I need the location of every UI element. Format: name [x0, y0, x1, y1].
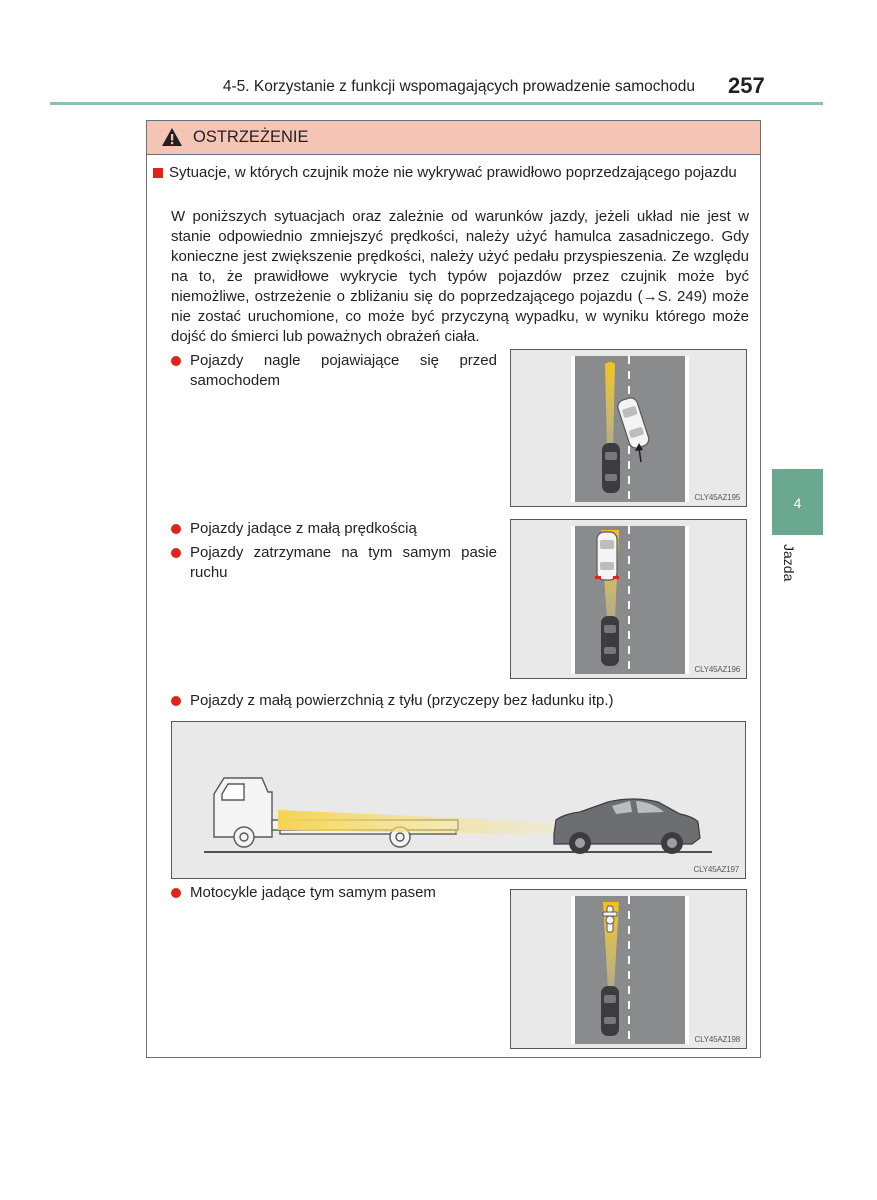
bullet-item — [171, 543, 497, 583]
bullet-text: Pojazdy z małą powierzchnią z tyłu (przyczepy bez ładunku itp.) — [190, 692, 614, 709]
chapter-name: Jazda — [781, 544, 797, 582]
bullet-text: Pojazdy zatrzymane na tym samym pasie ruchu — [190, 544, 497, 581]
warning-box — [146, 120, 761, 1058]
own-car-icon — [602, 443, 620, 493]
section-marker-icon — [153, 168, 163, 178]
bullet-dot-icon — [171, 696, 181, 706]
bullet-text: Pojazdy nagle pojawiające się przed samochodem — [190, 352, 497, 389]
figure-code: CLY45AZ197 — [693, 865, 739, 874]
bullet-text: Pojazdy jadące z małą prędkością — [190, 520, 417, 537]
figure-code: CLY45AZ196 — [694, 665, 740, 674]
figure-slow-vehicle — [510, 519, 747, 679]
figure-truck-trailer — [171, 721, 746, 879]
figure-code: CLY45AZ198 — [694, 1035, 740, 1044]
warning-paragraph: W poniższych sytuacjach oraz zależnie od warunków jazdy, jeżeli układ nie jest w stanie odpowiednio zmniejszyć prędkości, należy użyć hamulca zasadniczego. Gdy konieczne jest zwiększenie prędkości, należy użyć pedału przyspieszenia. Ze względu na to, że prawidłowe wykrycie tych typów pojazdów przez czujnik może być niemożliwe, ostrzeżenie o zbliżaniu się do poprzedzającego pojazdu (→S. 249) może nie zostać uruchomione, co może być przyczyną wypadku, w wyniku którego może dojść do śmierci lub poważnych obrażeń ciała. — [171, 208, 749, 345]
own-car-side-icon — [554, 799, 700, 854]
own-car-icon — [601, 616, 619, 666]
bullet-item — [171, 519, 497, 539]
page-number: 257 — [728, 73, 765, 98]
warning-triangle-icon — [161, 127, 183, 152]
figure-cut-in-vehicle — [510, 349, 747, 507]
bullet-item — [171, 691, 731, 711]
warning-header — [147, 121, 760, 155]
bullet-dot-icon — [171, 888, 181, 898]
chapter-number: 4 — [793, 495, 802, 511]
figure-code: CLY45AZ195 — [694, 493, 740, 502]
bullet-text: Motocykle jadące tym samym pasem — [190, 884, 436, 901]
bullet-item — [171, 883, 497, 903]
chapter-tab — [772, 469, 823, 535]
bullet-dot-icon — [171, 548, 181, 558]
flatbed-truck-icon — [214, 778, 458, 847]
chapter-header-title: 4-5. Korzystanie z funkcji wspomagających prowadzenie samochodu — [222, 78, 695, 95]
header-rule — [50, 102, 823, 105]
warning-subtitle: Sytuacje, w których czujnik może nie wykrywać prawidłowo poprzedzającego pojazdu — [169, 164, 737, 181]
own-car-icon — [601, 986, 619, 1036]
bullet-dot-icon — [171, 356, 181, 366]
warning-title: OSTRZEŻENIE — [193, 128, 309, 146]
bullet-dot-icon — [171, 524, 181, 534]
figure-motorcycle — [510, 889, 747, 1049]
slow-car-icon — [595, 532, 619, 580]
bullet-item — [171, 351, 497, 391]
